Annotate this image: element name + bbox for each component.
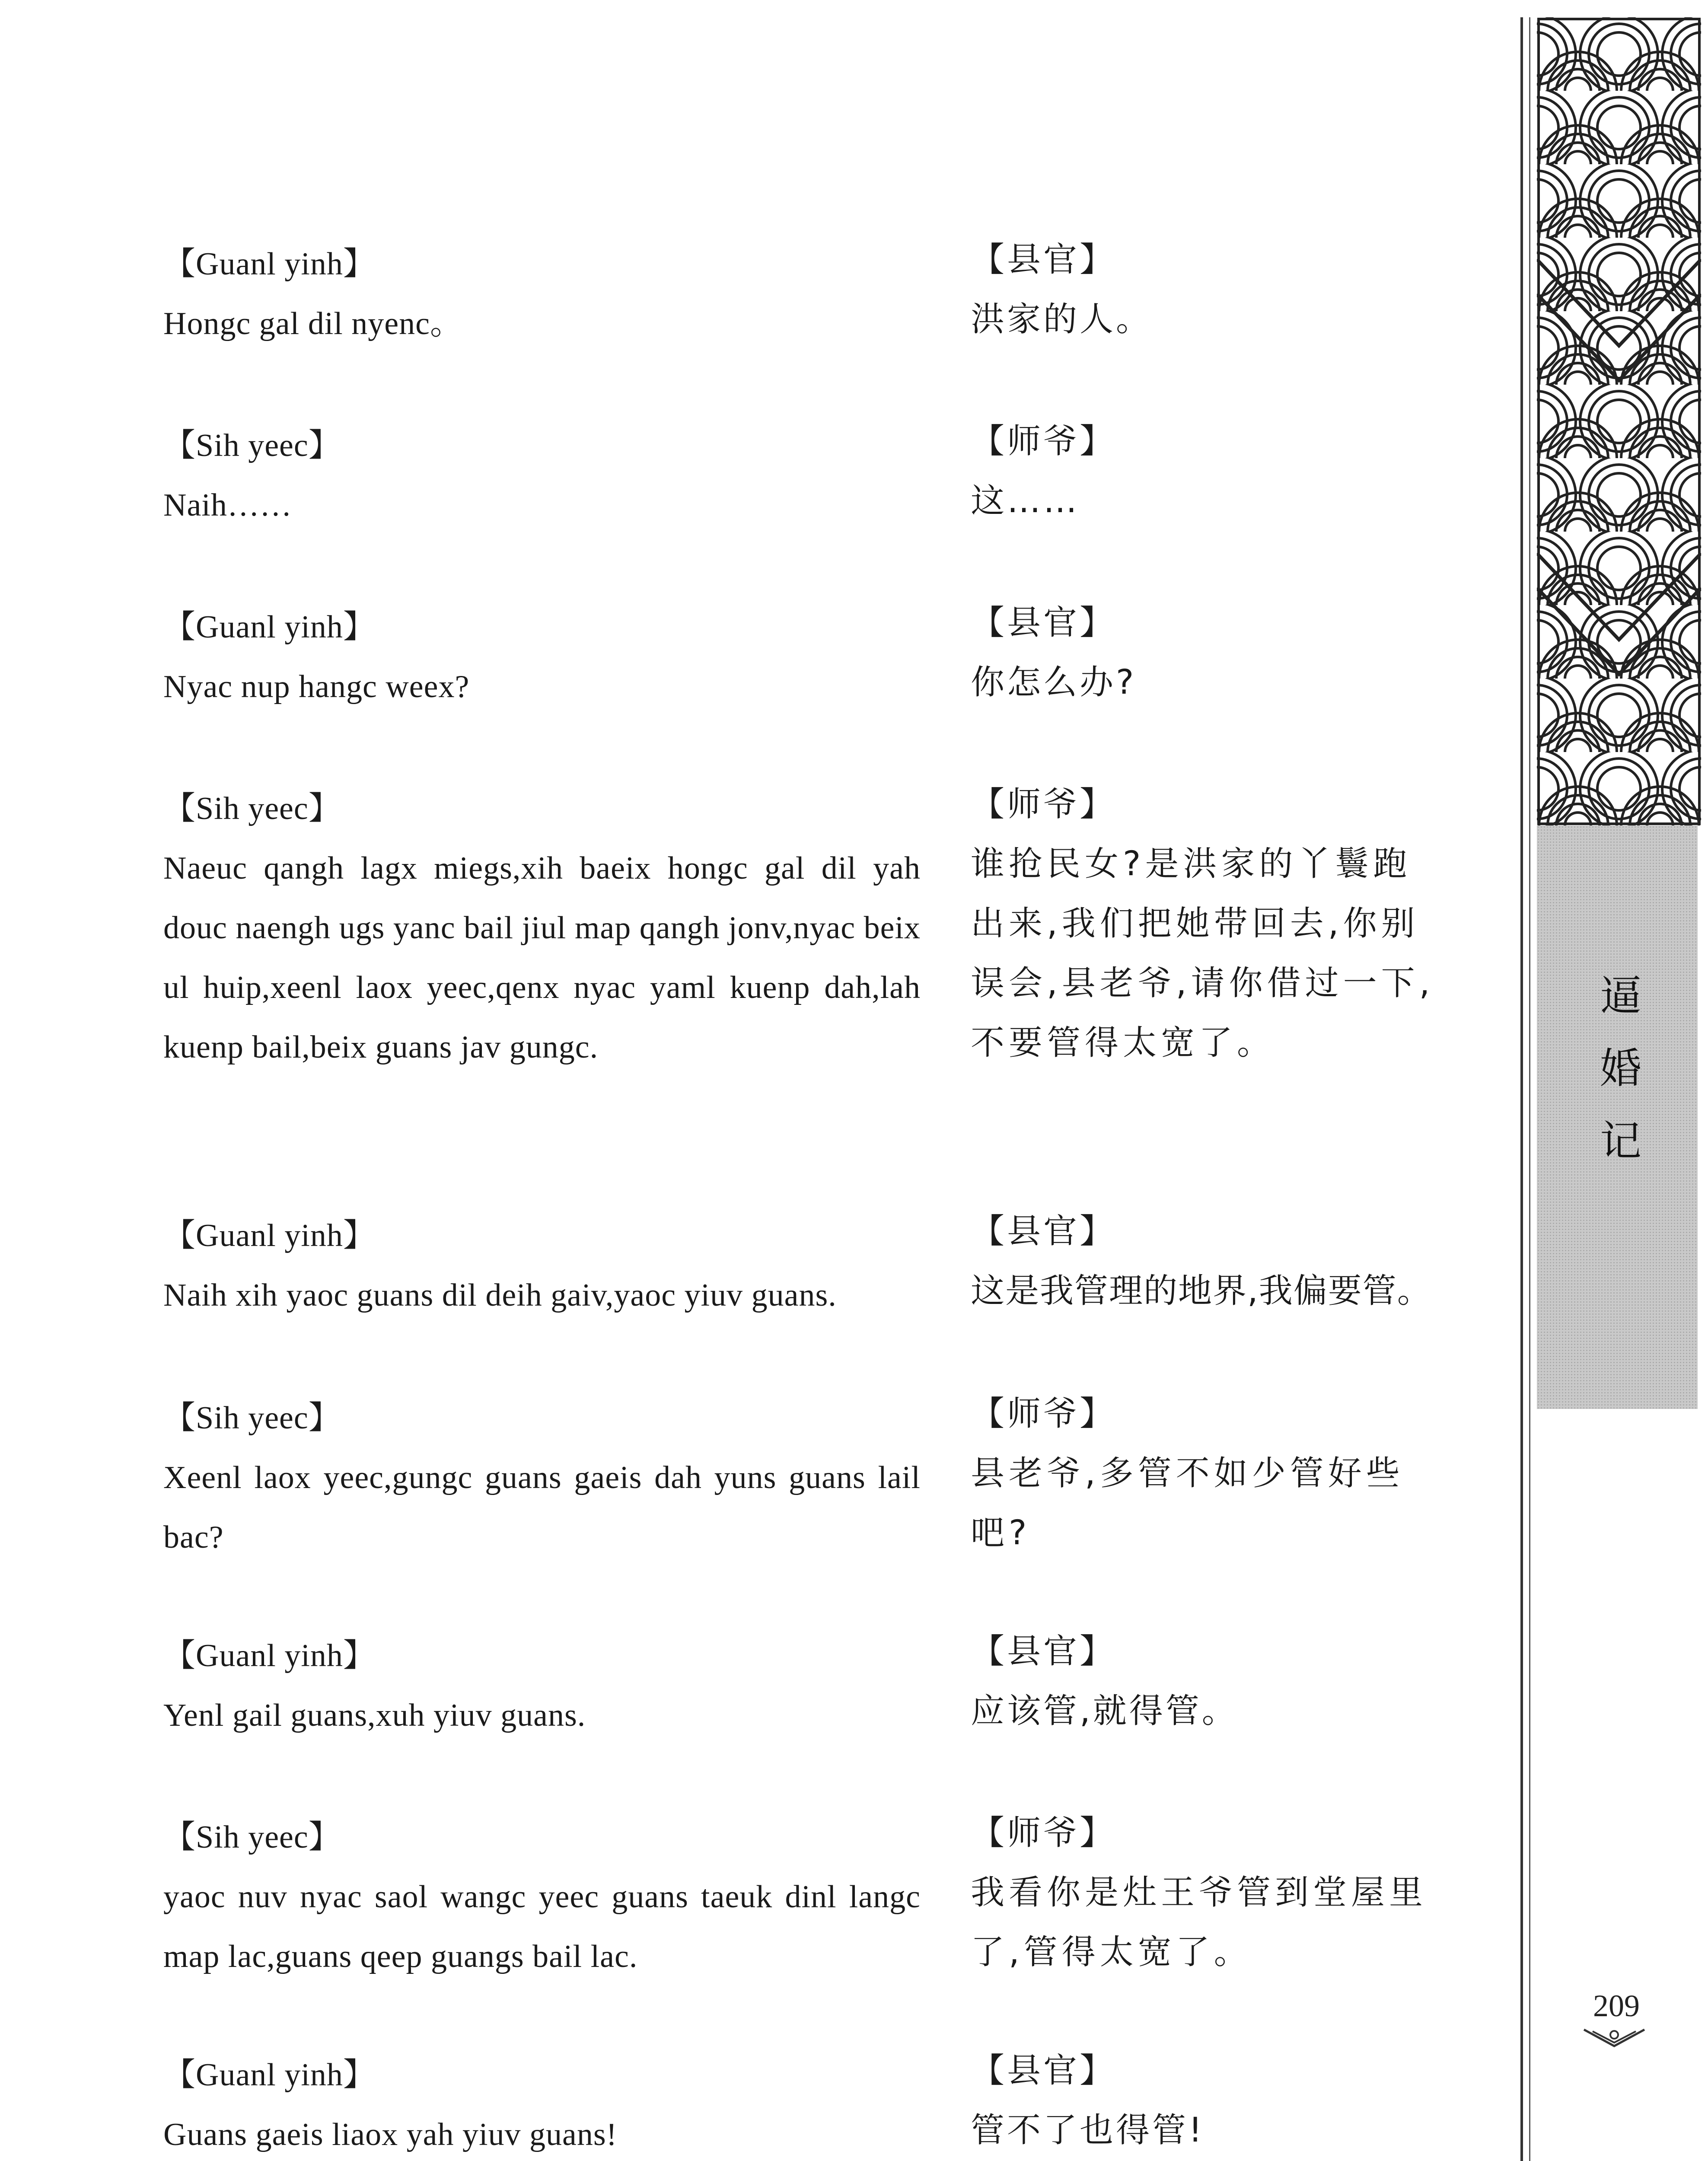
dialogue-lat-5 [163,1206,921,1325]
line-lat: Naih xih yaoc guans dil deih gaiv,yaoc yiuv guans. [163,1278,837,1313]
dialogue-zh-2 [971,411,1437,531]
dialogue-lat-4 [163,779,921,1077]
line-zh: 管不了也得管! [971,2111,1205,2150]
speaker-lat: 【Guanl yinh】 [163,609,376,645]
speaker-lat: 【Sih yeec】 [163,1820,341,1855]
dialogue-zh-8 [971,1803,1437,1982]
dialogue-zh-7 [971,1622,1437,1741]
line-zh: 洪家的人。 [971,300,1153,339]
dialogue-lat-9 [163,2045,921,2161]
speaker-lat: 【Sih yeec】 [163,1400,341,1436]
speaker-lat: 【Guanl yinh】 [163,1638,376,1673]
speaker-zh: 【师爷】 [971,422,1116,461]
speaker-lat: 【Guanl yinh】 [163,246,376,282]
speaker-zh: 【师爷】 [971,785,1116,824]
speaker-lat: 【Guanl yinh】 [163,1218,376,1253]
dialogue-zh-1 [971,230,1437,349]
dialogue-zh-6 [971,1384,1437,1563]
book-title-char: 婚 [1600,1044,1641,1093]
line-zh: 谁抢民女?是洪家的丫鬟跑出来,我们把她带回去,你别误会,县老爷,请你借过一下,不要管得太宽了。 [971,845,1434,1062]
line-zh: 你怎么办? [971,663,1137,702]
line-lat: Naih…… [163,488,292,523]
dialogue-zh-5 [971,1202,1437,1321]
line-zh: 这是我管理的地界,我偏要管。 [971,1272,1432,1310]
margin-rule [1520,17,1523,2161]
line-zh: 我看你是灶王爷管到堂屋里了,管得太宽了。 [971,1873,1428,1972]
speaker-zh: 【县官】 [971,2051,1116,2090]
speaker-lat: 【Sih yeec】 [163,791,341,826]
line-lat: Yenl gail guans,xuh yiuv guans. [163,1698,586,1733]
dialogue-lat-2 [163,416,921,535]
book-title [1595,959,1647,1177]
speaker-zh: 【县官】 [971,603,1116,642]
line-lat: Naeuc qangh lagx miegs,xih baeix hongc gal dil yah douc naengh ugs yanc bail jiul map qangh jonv,nyac beix ul huip,xeenl laox yeec,qenx nyac yaml kuenp dah,lah kuenp bail,beix guans jav gungc. [163,851,921,1065]
line-lat: Guans gaeis liaox yah yiuv guans! [163,2117,618,2152]
line-lat: Hongc gal dil nyenc。 [163,306,462,341]
speaker-zh: 【县官】 [971,240,1116,279]
line-lat: yaoc nuv nyac saol wangc yeec guans taeuk dinl langc map lac,guans qeep guangs bail lac. [163,1879,921,1974]
dialogue-zh-3 [971,593,1437,712]
speaker-zh: 【县官】 [971,1212,1116,1251]
line-zh: 这…… [971,481,1080,520]
line-lat: Nyac nup hangc weex? [163,669,470,704]
dialogue-lat-3 [163,597,921,717]
speaker-zh: 【师爷】 [971,1394,1116,1433]
cloud-pattern-ornament [1537,17,1701,826]
dialogue-zh-9 [971,2041,1437,2160]
page-number: 209 [1593,1989,1640,2023]
line-zh: 县老爷,多管不如少管好些吧? [971,1454,1404,1552]
dialogue-lat-8 [163,1807,921,1986]
dialogue-zh-4 [971,775,1437,1073]
speaker-zh: 【师爷】 [971,1814,1116,1852]
line-lat: Xeenl laox yeec,gungc guans gaeis dah yuns guans lail bac? [163,1460,921,1555]
book-title-char: 逼 [1600,972,1641,1020]
book-title-char: 记 [1600,1117,1641,1165]
margin-rule-inner [1529,17,1530,2161]
speaker-zh: 【县官】 [971,1632,1116,1671]
line-zh: 应该管,就得管。 [971,1692,1238,1731]
dialogue-lat-6 [163,1388,921,1567]
page-number-ornament-icon [1582,2027,1647,2049]
dialogue-lat-7 [163,1626,921,1745]
dialogue-lat-1 [163,234,921,354]
speaker-lat: 【Guanl yinh】 [163,2057,376,2093]
speaker-lat: 【Sih yeec】 [163,428,341,463]
